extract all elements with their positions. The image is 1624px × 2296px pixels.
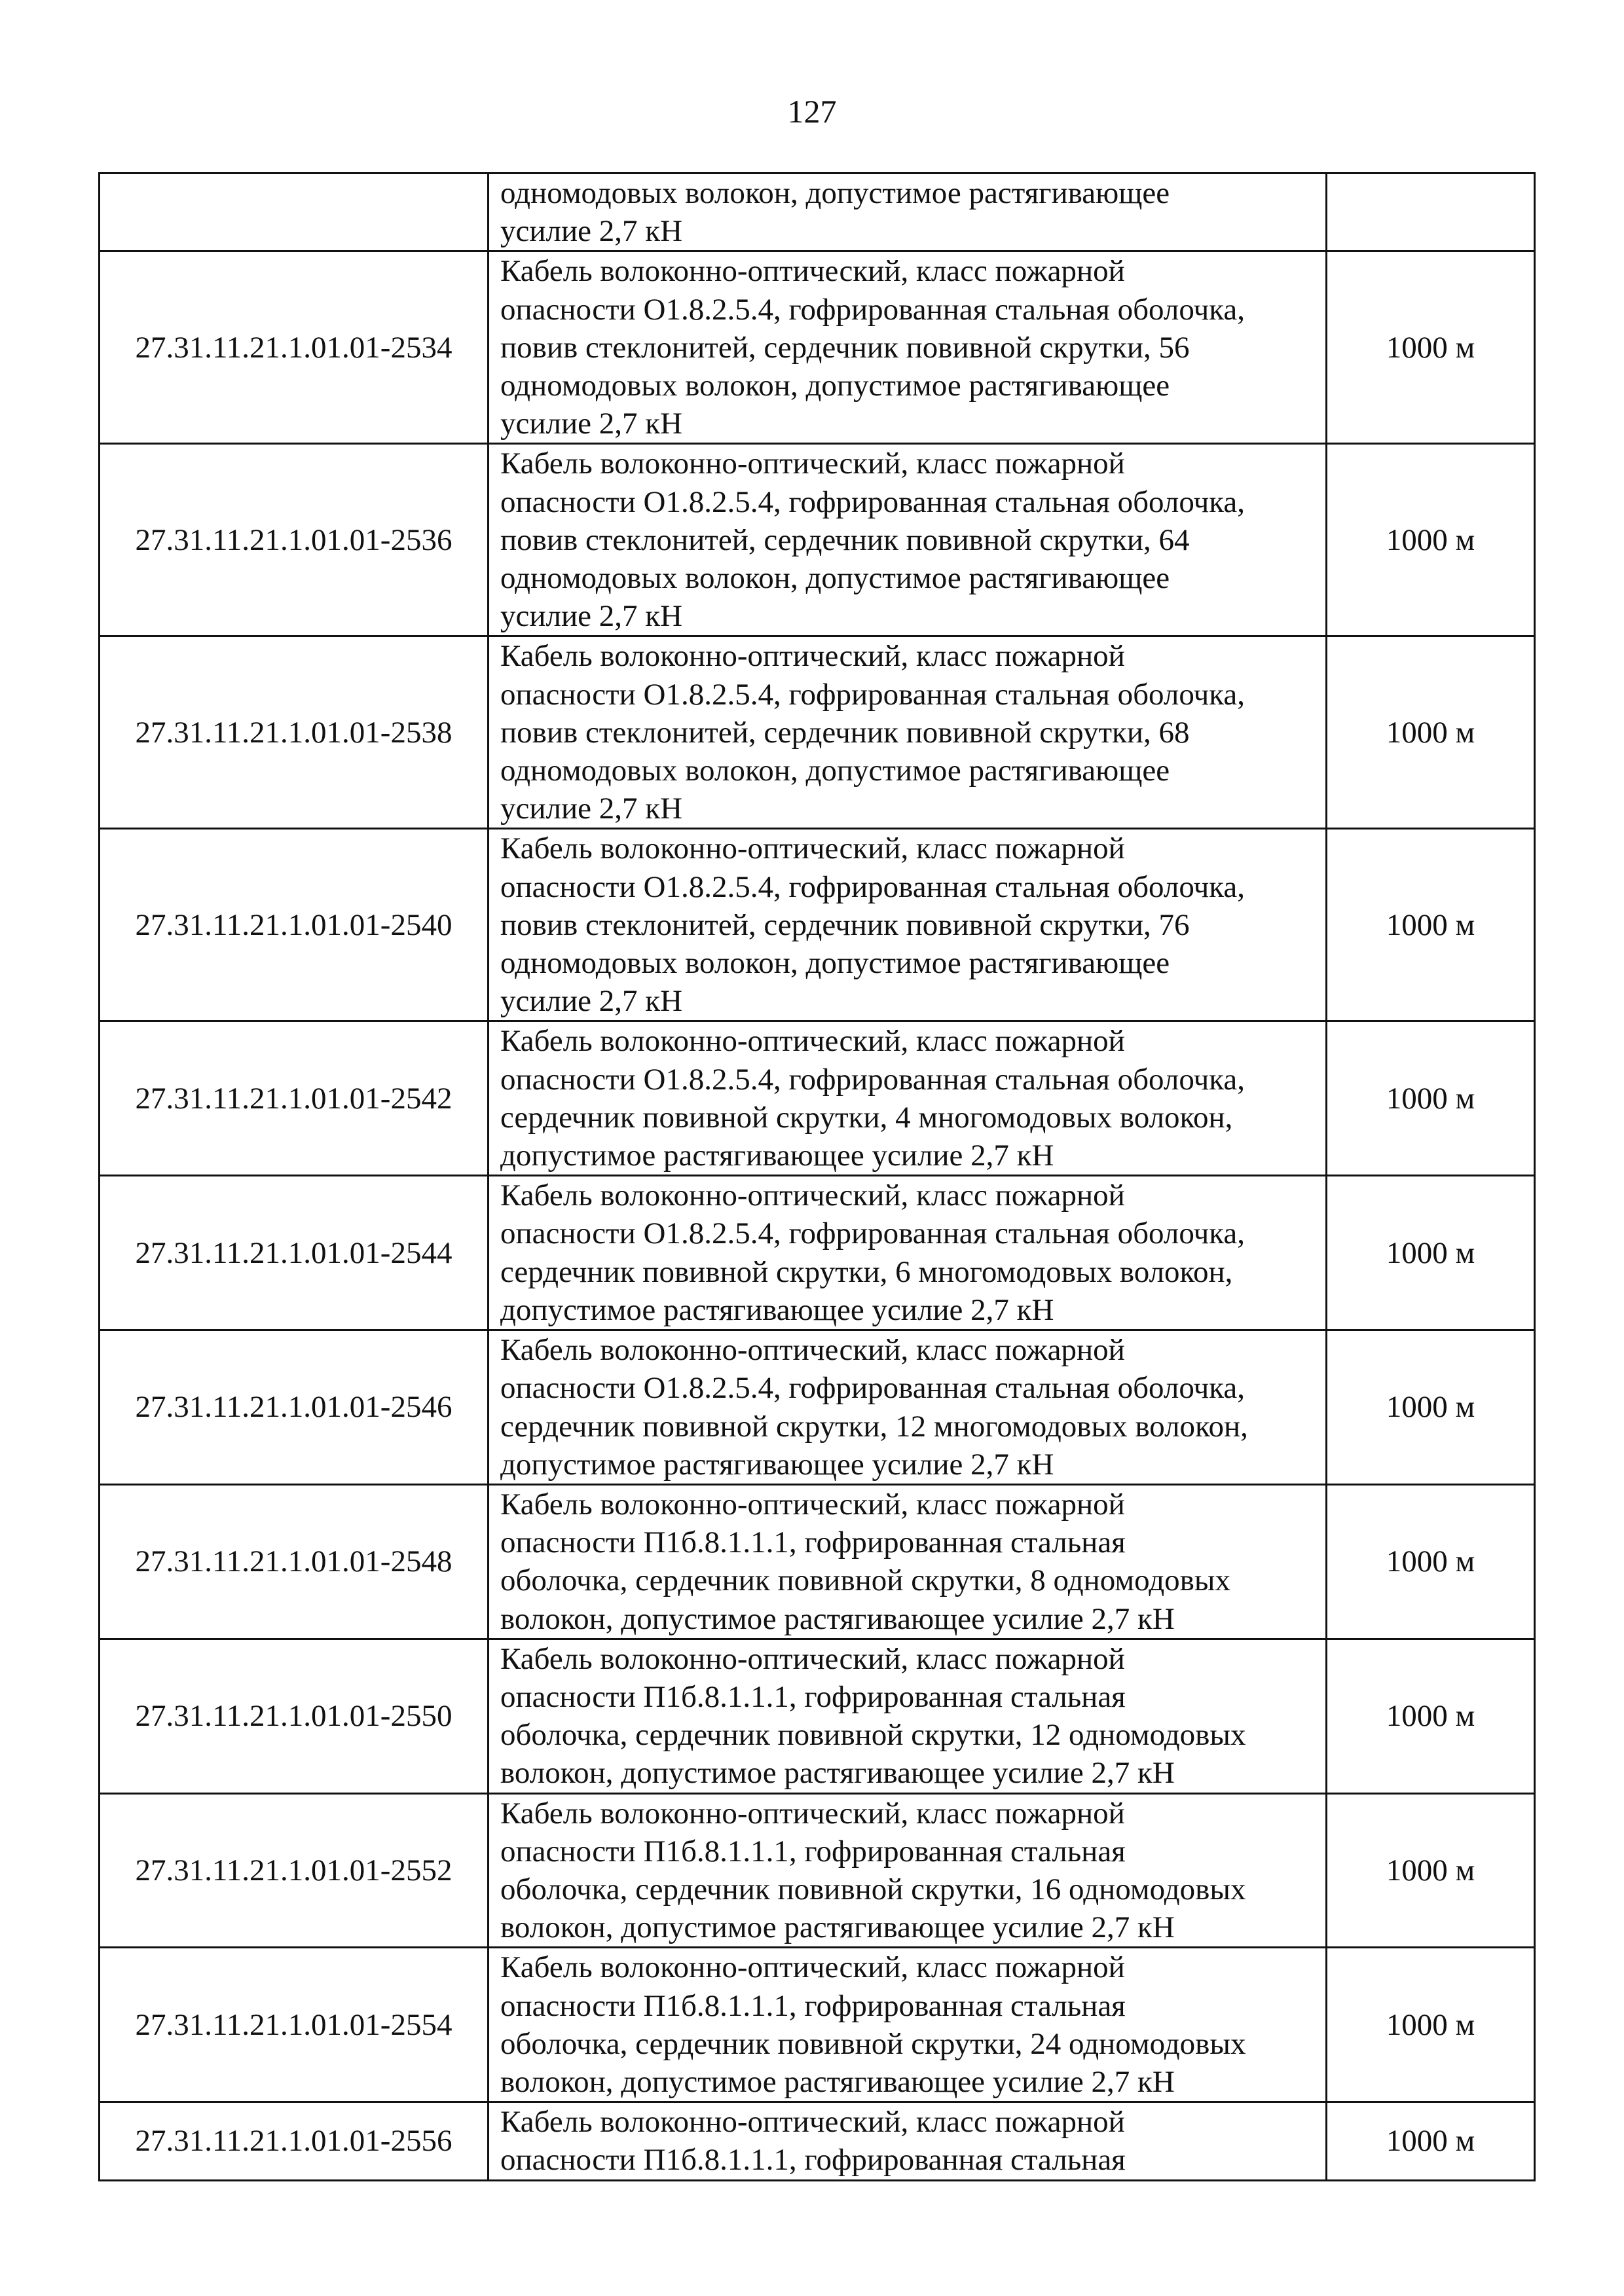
description-line: Кабель волоконно-оптический, класс пожарной	[500, 1641, 1125, 1676]
description-line: усилие 2,7 кН	[500, 599, 683, 634]
unit-cell: 1000 м	[1327, 1021, 1535, 1176]
description-cell	[489, 2102, 1327, 2180]
description-line: опасности О1.8.2.5.4, гофрированная стальная оболочка,	[500, 677, 1246, 712]
description-line: одномодовых волокон, допустимое растягивающее	[500, 946, 1170, 981]
description-line: Кабель волоконно-оптический, класс пожарной	[500, 2105, 1125, 2140]
table-row	[100, 636, 1535, 829]
resource-code-cell: 27.31.11.21.1.01.01-2556	[100, 2102, 489, 2180]
description-line: опасности О1.8.2.5.4, гофрированная стальная оболочка,	[500, 484, 1246, 519]
description-cell	[489, 1484, 1327, 1639]
description-line: одномодовых волокон, допустимое растягивающее	[500, 561, 1170, 596]
table-row	[100, 173, 1535, 251]
description-line: опасности П1б.8.1.1.1, гофрированная стальная	[500, 1679, 1126, 1714]
description-cell	[489, 1021, 1327, 1176]
description-line: допустимое растягивающее усилие 2,7 кН	[500, 1139, 1054, 1173]
table-body	[100, 173, 1535, 2181]
description-line: усилие 2,7 кН	[500, 214, 683, 249]
unit-cell: 1000 м	[1327, 444, 1535, 636]
description-line: опасности О1.8.2.5.4, гофрированная стальная оболочка,	[500, 292, 1246, 327]
description-line: допустимое растягивающее усилие 2,7 кН	[500, 1447, 1054, 1482]
unit-cell: 1000 м	[1327, 829, 1535, 1021]
description-cell	[489, 444, 1327, 636]
description-line: одномодовых волокон, допустимое растягивающее	[500, 369, 1170, 403]
description-cell	[489, 636, 1327, 829]
table-row	[100, 1639, 1535, 1793]
description-cell	[489, 829, 1327, 1021]
table-row	[100, 1484, 1535, 1639]
description-line: сердечник повивной скрутки, 4 многомодовых волокон,	[500, 1100, 1233, 1135]
description-line: оболочка, сердечник повивной скрутки, 12 одномодовых	[500, 1718, 1246, 1753]
description-line: волокон, допустимое растягивающее усилие 2,7 кН	[500, 1910, 1175, 1945]
resource-code-cell: 27.31.11.21.1.01.01-2546	[100, 1330, 489, 1485]
description-line: повив стеклонитей, сердечник повивной скрутки, 76	[500, 907, 1190, 942]
unit-cell: 1000 м	[1327, 1484, 1535, 1639]
table-row	[100, 2102, 1535, 2180]
resource-code-cell: 27.31.11.21.1.01.01-2540	[100, 829, 489, 1021]
table-row	[100, 1176, 1535, 1330]
table-row	[100, 1793, 1535, 1948]
description-cell	[489, 173, 1327, 251]
description-line: опасности О1.8.2.5.4, гофрированная стальная оболочка,	[500, 1371, 1246, 1406]
resource-code-cell: 27.31.11.21.1.01.01-2544	[100, 1176, 489, 1330]
description-line: Кабель волоконно-оптический, класс пожарной	[500, 639, 1125, 674]
description-line: волокон, допустимое растягивающее усилие 2,7 кН	[500, 2064, 1175, 2099]
description-line: Кабель волоконно-оптический, класс пожарной	[500, 1178, 1125, 1213]
description-line: Кабель волоконно-оптический, класс пожарной	[500, 1487, 1125, 1522]
description-line: усилие 2,7 кН	[500, 792, 683, 826]
resource-code-cell: 27.31.11.21.1.01.01-2534	[100, 251, 489, 444]
unit-cell: 1000 м	[1327, 1793, 1535, 1948]
description-line: Кабель волоконно-оптический, класс пожарной	[500, 1024, 1125, 1059]
description-line: повив стеклонитей, сердечник повивной скрутки, 56	[500, 330, 1190, 365]
description-line: повив стеклонитей, сердечник повивной скрутки, 68	[500, 715, 1190, 750]
table-row	[100, 1948, 1535, 2102]
description-cell	[489, 1330, 1327, 1485]
page-number: 127	[787, 93, 837, 130]
unit-cell: 1000 м	[1327, 1948, 1535, 2102]
unit-cell: 1000 м	[1327, 2102, 1535, 2180]
description-line: волокон, допустимое растягивающее усилие 2,7 кН	[500, 1756, 1175, 1791]
resource-code-cell: 27.31.11.21.1.01.01-2536	[100, 444, 489, 636]
description-line: оболочка, сердечник повивной скрутки, 8 одномодовых	[500, 1563, 1230, 1598]
description-line: опасности П1б.8.1.1.1, гофрированная стальная	[500, 1988, 1126, 2023]
description-line: волокон, допустимое растягивающее усилие 2,7 кН	[500, 1601, 1175, 1636]
unit-cell: 1000 м	[1327, 1639, 1535, 1793]
description-line: усилие 2,7 кН	[500, 984, 683, 1019]
description-cell	[489, 1948, 1327, 2102]
table-row	[100, 1021, 1535, 1176]
description-line: Кабель волоконно-оптический, класс пожарной	[500, 831, 1125, 866]
resource-code-cell: 27.31.11.21.1.01.01-2538	[100, 636, 489, 829]
resource-code-cell: 27.31.11.21.1.01.01-2554	[100, 1948, 489, 2102]
description-line: допустимое растягивающее усилие 2,7 кН	[500, 1292, 1054, 1327]
description-line: опасности О1.8.2.5.4, гофрированная стальная оболочка,	[500, 1062, 1246, 1097]
unit-cell: 1000 м	[1327, 251, 1535, 444]
resource-code-cell: 27.31.11.21.1.01.01-2542	[100, 1021, 489, 1176]
description-line: одномодовых волокон, допустимое растягивающее	[500, 176, 1170, 210]
table-row	[100, 829, 1535, 1021]
description-cell	[489, 1793, 1327, 1948]
description-line: оболочка, сердечник повивной скрутки, 16 одномодовых	[500, 1872, 1246, 1906]
description-cell	[489, 251, 1327, 444]
description-line: сердечник повивной скрутки, 12 многомодовых волокон,	[500, 1409, 1248, 1444]
description-line: одномодовых волокон, допустимое растягивающее	[500, 754, 1170, 788]
description-line: опасности О1.8.2.5.4, гофрированная стальная оболочка,	[500, 1216, 1246, 1251]
description-line: Кабель волоконно-оптический, класс пожарной	[500, 254, 1125, 289]
description-line: Кабель волоконно-оптический, класс пожарной	[500, 1333, 1125, 1368]
table-row	[100, 251, 1535, 444]
unit-cell	[1327, 173, 1535, 251]
description-cell	[489, 1176, 1327, 1330]
description-line: сердечник повивной скрутки, 6 многомодовых волокон,	[500, 1254, 1233, 1289]
materials-table	[98, 172, 1536, 2181]
description-line: опасности О1.8.2.5.4, гофрированная стальная оболочка,	[500, 869, 1246, 904]
unit-cell: 1000 м	[1327, 636, 1535, 829]
resource-code-cell: 27.31.11.21.1.01.01-2552	[100, 1793, 489, 1948]
table-row	[100, 444, 1535, 636]
unit-cell: 1000 м	[1327, 1330, 1535, 1485]
description-line: повив стеклонитей, сердечник повивной скрутки, 64	[500, 522, 1190, 557]
description-line: оболочка, сердечник повивной скрутки, 24 одномодовых	[500, 2026, 1246, 2061]
description-line: опасности П1б.8.1.1.1, гофрированная стальная	[500, 1525, 1126, 1560]
description-cell	[489, 1639, 1327, 1793]
description-line: Кабель волоконно-оптический, класс пожарной	[500, 446, 1125, 481]
table-row	[100, 1330, 1535, 1485]
resource-code-cell	[100, 173, 489, 251]
description-line: Кабель волоконно-оптический, класс пожарной	[500, 1950, 1125, 1985]
description-line: Кабель волоконно-оптический, класс пожарной	[500, 1796, 1125, 1831]
resource-code-cell: 27.31.11.21.1.01.01-2550	[100, 1639, 489, 1793]
resource-code-cell: 27.31.11.21.1.01.01-2548	[100, 1484, 489, 1639]
description-line: опасности П1б.8.1.1.1, гофрированная стальная	[500, 1834, 1126, 1868]
unit-cell: 1000 м	[1327, 1176, 1535, 1330]
description-line: опасности П1б.8.1.1.1, гофрированная стальная	[500, 2143, 1126, 2178]
description-line: усилие 2,7 кН	[500, 407, 683, 441]
